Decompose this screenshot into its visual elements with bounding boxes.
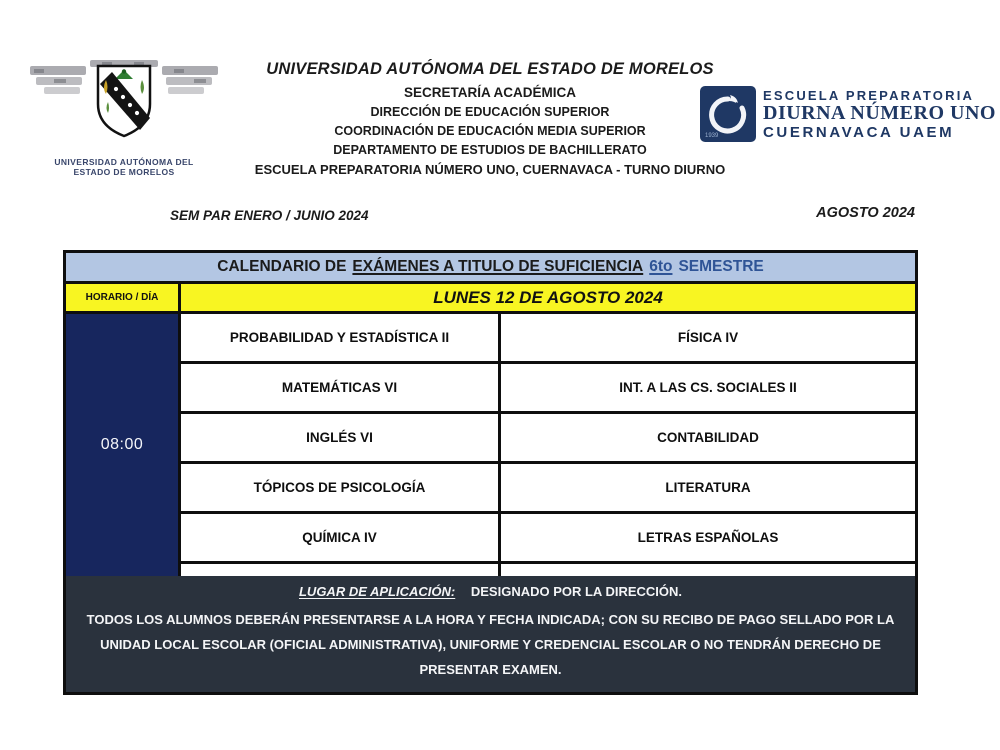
semester-label: SEM PAR ENERO / JUNIO 2024 — [170, 208, 369, 223]
subject-cell: QUÍMICA IV — [181, 514, 501, 561]
logo-cuernavaca-uaem: CUERNAVACA UAEM — [763, 123, 955, 141]
header-direccion: DIRECCIÓN DE EDUCACIÓN SUPERIOR — [370, 105, 610, 119]
subject-cell: MATEMÁTICAS VI — [181, 364, 501, 411]
empty-cell — [181, 564, 501, 576]
calendar-body — [66, 314, 915, 576]
table-row — [181, 314, 915, 364]
application-place-label: LUGAR DE APLICACIÓN: — [298, 584, 456, 599]
day-header: LUNES 12 DE AGOSTO 2024 — [181, 284, 915, 311]
table-row — [181, 414, 915, 464]
university-title: UNIVERSIDAD AUTÓNOMA DEL ESTADO DE MORELOS — [266, 60, 714, 78]
subjects-grid — [181, 314, 915, 576]
subject-cell: CONTABILIDAD — [501, 414, 915, 461]
prepa-uno-swirl-icon — [700, 86, 756, 142]
header-departamento: DEPARTAMENTO DE ESTUDIOS DE BACHILLERATO — [333, 143, 647, 157]
crest-caption-line1: UNIVERSIDAD AUTÓNOMA DEL — [54, 157, 194, 167]
month-label: AGOSTO 2024 — [816, 205, 915, 221]
time-cell: 08:00 — [66, 314, 181, 576]
student-notice: TODOS LOS ALUMNOS DEBERÁN PRESENTARSE A LA HORA Y FECHA INDICADA; CON SU RECIBO DE PAGO SELLADO POR LA UNIDAD LOCAL ESCOLAR (OFICIAL ADMINISTRATIVA), UNIFORME Y CREDENCIAL ESCOLAR O NO TENDRÁN DERECHO DE PRESENTAR EXAMEN. — [86, 612, 895, 677]
table-row — [181, 464, 915, 514]
day-header-row — [66, 284, 915, 314]
subject-cell: INT. A LAS CS. SOCIALES II — [501, 364, 915, 411]
subject-cell: INGLÉS VI — [181, 414, 501, 461]
table-row — [181, 514, 915, 564]
subject-cell: TÓPICOS DE PSICOLOGÍA — [181, 464, 501, 511]
calendar-title-underlined: EXÁMENES A TITULO DE SUFICIENCIA — [352, 258, 644, 275]
subject-cell: FÍSICA IV — [501, 314, 915, 361]
header-escuela: ESCUELA PREPARATORIA NÚMERO UNO, CUERNAVACA - TURNO DIURNO — [254, 162, 726, 177]
uaem-crest-icon — [28, 58, 220, 150]
application-place-value: DESIGNADO POR LA DIRECCIÓN. — [470, 584, 683, 599]
svg-text:1939: 1939 — [705, 133, 719, 139]
crest-caption-line2: ESTADO DE MORELOS — [73, 167, 175, 177]
table-row — [181, 364, 915, 414]
prepa-uno-logo — [700, 86, 996, 142]
header-secretaria: SECRETARÍA ACADÉMICA — [404, 85, 576, 100]
empty-spacer-row — [181, 564, 915, 576]
subject-cell: LITERATURA — [501, 464, 915, 511]
logo-escuela-preparatoria: ESCUELA PREPARATORIA — [763, 87, 975, 103]
institution-header — [205, 60, 775, 177]
calendar-title-row — [66, 253, 915, 284]
calendar-title-semester-number: 6to — [649, 258, 673, 275]
exam-calendar-table — [63, 250, 918, 695]
subject-cell: LETRAS ESPAÑOLAS — [501, 514, 915, 561]
logo-diurna-numero-uno: DIURNA NÚMERO UNO — [763, 101, 996, 124]
header-coordinacion: COORDINACIÓN DE EDUCACIÓN MEDIA SUPERIOR — [334, 124, 646, 138]
application-place-line — [74, 584, 907, 599]
empty-cell — [501, 564, 915, 576]
calendar-footer — [66, 576, 915, 692]
uaem-crest — [28, 58, 220, 177]
calendar-title-prefix: CALENDARIO DE — [217, 258, 347, 275]
subject-cell: PROBABILIDAD Y ESTADÍSTICA II — [181, 314, 501, 361]
calendar-title-semester-word: SEMESTRE — [678, 258, 764, 275]
horario-dia-header: HORARIO / DÍA — [66, 284, 181, 311]
